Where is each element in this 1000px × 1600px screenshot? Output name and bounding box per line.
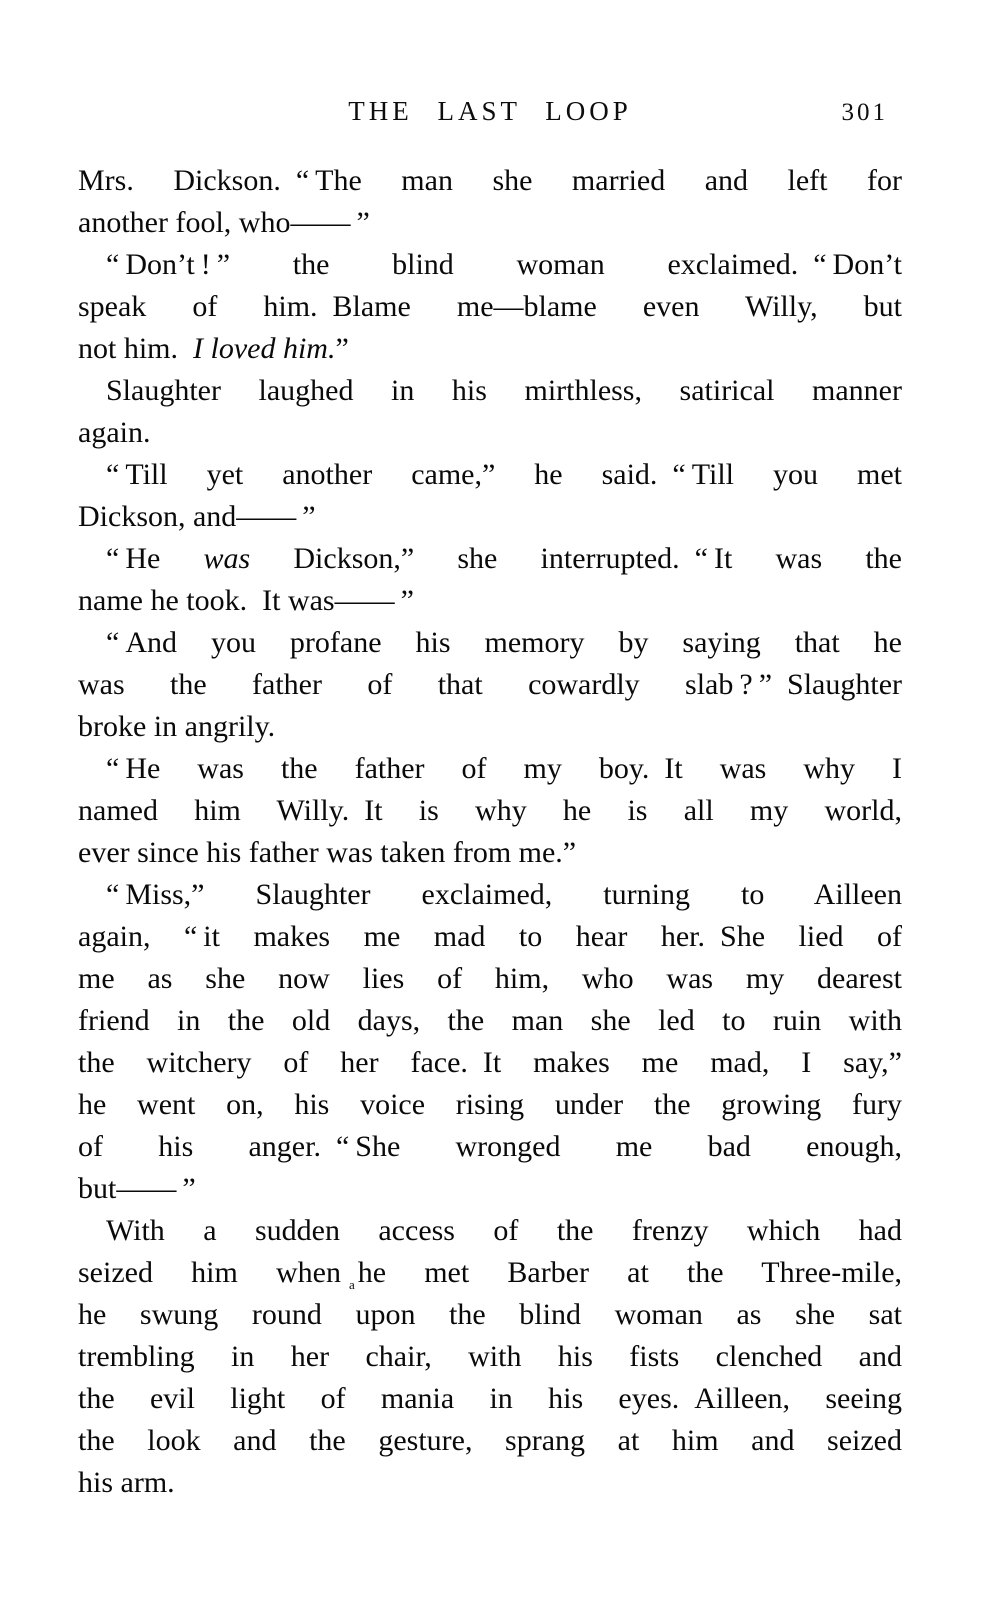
text-line: he swung round upon the blind woman as she sat: [78, 1298, 902, 1331]
italic-text: I loved him.: [193, 332, 336, 365]
italic-text: was: [203, 542, 251, 575]
text-line: “ And you profane his memory by saying that he: [106, 626, 902, 659]
paragraph: [78, 622, 902, 748]
text-line: Slaughter laughed in his mirthless, satirical manner: [106, 374, 902, 407]
paragraph: [78, 454, 902, 538]
text-line: friend in the old days, the man she led to ruin with: [78, 1004, 902, 1037]
text-line: he went on, his voice rising under the growing fury: [78, 1088, 902, 1121]
text-line: ever since his father was taken from me.”: [78, 836, 577, 869]
text-line: “ He was the father of my boy. It was why I: [106, 752, 902, 785]
text-run: Dickson,” she interrupted. “ It was the: [250, 542, 902, 575]
text-line: [78, 538, 902, 580]
text-line: “ Till yet another came,” he said. “ Till you met: [106, 458, 902, 491]
text-line: was the father of that cowardly slab ? ” Slaughter: [78, 668, 902, 701]
text-line: “ Miss,” Slaughter exclaimed, turning to Ailleen: [106, 878, 902, 911]
text-line: named him Willy. It is why he is all my world,: [78, 794, 902, 827]
print-artifact: a: [348, 1277, 355, 1292]
text-run: seized him when: [78, 1256, 341, 1289]
text-line: of his anger. “ She wronged me bad enough,: [78, 1130, 902, 1163]
paragraph: [78, 370, 902, 454]
text-run: he met Barber at the Three-mile,: [357, 1256, 902, 1289]
text-line: Dickson, and—— ”: [78, 500, 316, 533]
text-line: name he took. It was—— ”: [78, 584, 414, 617]
text-line: With a sudden access of the frenzy which had: [106, 1214, 902, 1247]
paragraph: [78, 1210, 902, 1504]
text-line: again.: [78, 416, 151, 449]
paragraph: [78, 748, 902, 874]
text-run: “ He: [106, 542, 204, 575]
text-line: broke in angrily.: [78, 710, 276, 743]
text-line: the witchery of her face. It makes me mad, I say,”: [78, 1046, 902, 1079]
text-line: another fool, who—— ”: [78, 206, 370, 239]
text-line: “ Don’t ! ” the blind woman exclaimed. “ Don’t: [106, 248, 902, 281]
page-title: THE LAST LOOP: [348, 96, 632, 126]
text-line: [78, 328, 902, 370]
paragraph: [78, 538, 902, 622]
text-line: again, “ it makes me mad to hear her. She lied of: [78, 920, 902, 953]
text-line: [78, 1252, 902, 1294]
text-line: speak of him. Blame me—blame even Willy, but: [78, 290, 902, 323]
text-run: ”: [335, 332, 349, 365]
page-number: 301: [841, 99, 888, 126]
paragraph: [78, 160, 902, 244]
body-text: [78, 160, 902, 1504]
text-line: me as she now lies of him, who was my dearest: [78, 962, 902, 995]
text-run: not him.: [78, 332, 194, 365]
text-line: the look and the gesture, sprang at him and seized: [78, 1424, 902, 1457]
paragraph: [78, 874, 902, 1210]
text-line: Mrs. Dickson. “ The man she married and left for: [78, 164, 902, 197]
text-line: his arm.: [78, 1466, 175, 1499]
running-head: [78, 96, 902, 134]
text-line: but—— ”: [78, 1172, 196, 1205]
paragraph: [78, 244, 902, 370]
text-line: the evil light of mania in his eyes. Ailleen, seeing: [78, 1382, 902, 1415]
text-line: trembling in her chair, with his fists clenched and: [78, 1340, 902, 1373]
